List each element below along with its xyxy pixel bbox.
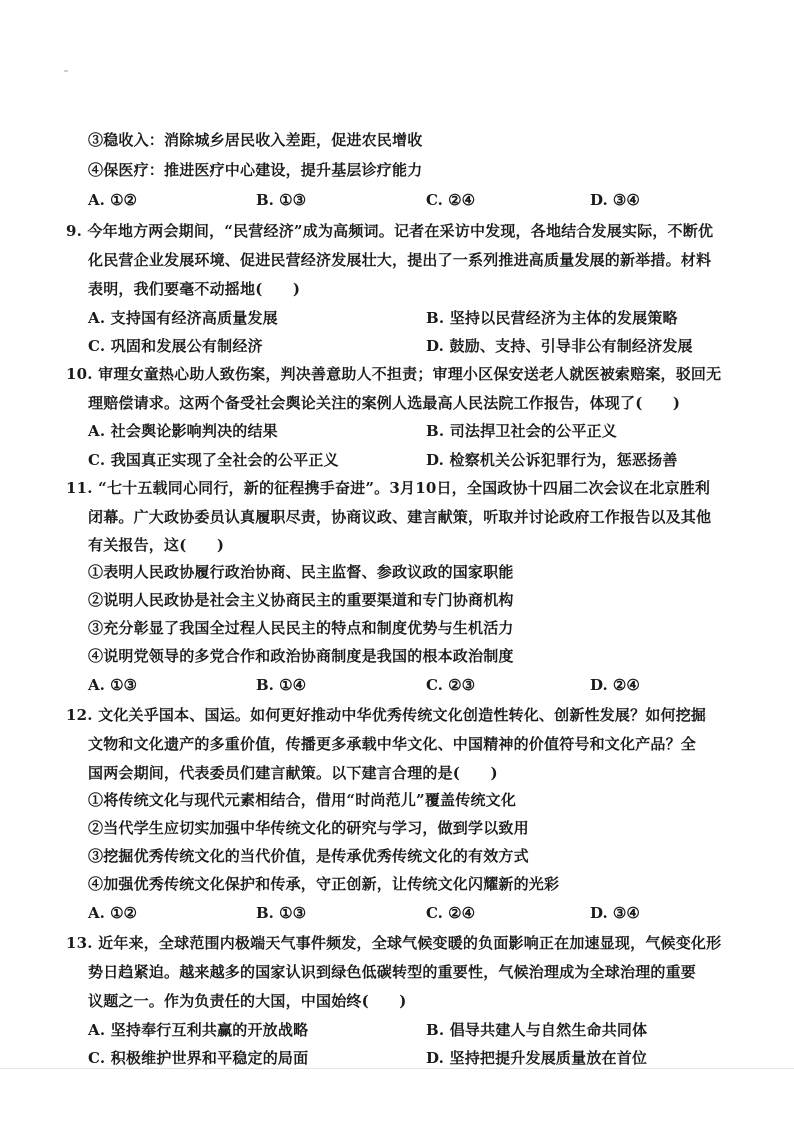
q12-item-2: ②当代学生应切实加强中华传统文化的研究与学习，做到学以致用 xyxy=(88,819,529,837)
q11-item-2: ②说明人民政协是社会主义协商民主的重要渠道和专门协商机构 xyxy=(88,591,514,609)
q8-option-c[interactable]: C. ②④ xyxy=(426,191,476,209)
q13-option-b[interactable]: B. 倡导共建人与自然生命共同体 xyxy=(426,1021,648,1039)
q11-item-1: ①表明人民政协履行政治协商、民主监督、参政议政的国家职能 xyxy=(88,563,514,581)
q12-stem-line-3: 国两会期间，代表委员们建言献策。以下建言合理的是( ) xyxy=(88,764,498,782)
q8-item-3: ③稳收入：消除城乡居民收入差距，促进农民增收 xyxy=(88,131,423,149)
page-bottom-rule xyxy=(0,1068,794,1069)
q10-option-c[interactable]: C. 我国真正实现了全社会的公平正义 xyxy=(88,451,339,469)
q11-stem-line-1: 11. “七十五载同心同行，新的征程携手奋进”。3月10日，全国政协十四届二次会议在北京胜利 xyxy=(66,479,711,497)
q12-stem-line-1: 12. 文化关乎国本、国运。如何更好推动中华优秀传统文化创造性转化、创新性发展？如何挖掘 xyxy=(66,706,707,724)
q8-option-b[interactable]: B. ①③ xyxy=(256,191,307,209)
q10-stem-line-2: 理赔偿请求。这两个备受社会舆论关注的案例人选最高人民法院工作报告，体现了( ) xyxy=(88,394,681,412)
q9-stem-line-1: 9. 今年地方两会期间，“民营经济”成为高频词。记者在采访中发现，各地结合发展实际，不断优 xyxy=(66,222,714,240)
q13-option-c[interactable]: C. 积极维护世界和平稳定的局面 xyxy=(88,1049,309,1067)
q13-option-a[interactable]: A. 坚持奉行互利共赢的开放战略 xyxy=(88,1021,309,1039)
q11-option-a[interactable]: A. ①③ xyxy=(88,676,137,694)
q13-option-d[interactable]: D. 坚持把提升发展质量放在首位 xyxy=(426,1049,648,1067)
q11-item-3: ③充分彰显了我国全过程人民民主的特点和制度优势与生机活力 xyxy=(88,619,514,637)
q11-option-c[interactable]: C. ②③ xyxy=(426,676,476,694)
q11-option-d[interactable]: D. ②④ xyxy=(590,676,640,694)
q12-option-c[interactable]: C. ②④ xyxy=(426,904,476,922)
q10-option-a[interactable]: A. 社会舆论影响判决的结果 xyxy=(88,422,278,440)
q11-option-b[interactable]: B. ①④ xyxy=(256,676,307,694)
q8-options xyxy=(88,190,708,210)
q9-stem-line-3: 表明，我们要毫不动摇地( ) xyxy=(88,280,301,298)
q8-item-4: ④保医疗：推进医疗中心建设，提升基层诊疗能力 xyxy=(88,161,423,179)
q10-option-d[interactable]: D. 检察机关公诉犯罪行为，惩恶扬善 xyxy=(426,451,678,469)
q12-item-4: ④加强优秀传统文化保护和传承，守正创新，让传统文化闪耀新的光彩 xyxy=(88,875,560,893)
q13-stem-line-3: 议题之一。作为负责任的大国，中国始终( ) xyxy=(88,992,407,1010)
q12-item-3: ③挖掘优秀传统文化的当代价值，是传承优秀传统文化的有效方式 xyxy=(88,847,529,865)
q10-option-b[interactable]: B. 司法捍卫社会的公平正义 xyxy=(426,422,617,440)
q13-stem-line-2: 势日趋紧迫。越来越多的国家认识到绿色低碳转型的重要性，气候治理成为全球治理的重要 xyxy=(88,963,697,981)
q12-options xyxy=(88,903,708,923)
q12-item-1: ①将传统文化与现代元素相结合，借用“时尚范儿”覆盖传统文化 xyxy=(88,791,517,809)
q11-options xyxy=(88,675,708,695)
q11-stem-line-2: 闭幕。广大政协委员认真履职尽责，协商议政、建言献策，听取并讨论政府工作报告以及其他 xyxy=(88,508,712,526)
q10-stem-line-1: 10. 审理女童热心助人致伤案，判决善意助人不担责；审理小区保安送老人就医被索赔案，驳回无 xyxy=(66,365,722,383)
q9-option-d[interactable]: D. 鼓励、支持、引导非公有制经济发展 xyxy=(426,337,693,355)
q9-stem-line-2: 化民营企业发展环境、促进民营经济发展壮大，提出了一系列推进高质量发展的新举措。材料 xyxy=(88,251,712,269)
q9-option-a[interactable]: A. 支持国有经济高质量发展 xyxy=(88,309,278,327)
scan-mark xyxy=(64,70,68,72)
q11-item-4: ④说明党领导的多党合作和政治协商制度是我国的根本政治制度 xyxy=(88,647,514,665)
q12-option-b[interactable]: B. ①③ xyxy=(256,904,307,922)
q8-option-d[interactable]: D. ③④ xyxy=(590,191,640,209)
q9-option-c[interactable]: C. 巩固和发展公有制经济 xyxy=(88,337,263,355)
q11-stem-line-3: 有关报告，这( ) xyxy=(88,536,225,554)
q12-option-a[interactable]: A. ①② xyxy=(88,904,137,922)
q12-option-d[interactable]: D. ③④ xyxy=(590,904,640,922)
q9-option-b[interactable]: B. 坚持以民营经济为主体的发展策略 xyxy=(426,309,678,327)
q13-stem-line-1: 13. 近年来，全球范围内极端天气事件频发，全球气候变暖的负面影响正在加速显现，气候变化形 xyxy=(66,934,722,952)
q12-stem-line-2: 文物和文化遗产的多重价值，传播更多承载中华文化、中国精神的价值符号和文化产品？全 xyxy=(88,735,697,753)
q8-option-a[interactable]: A. ①② xyxy=(88,191,137,209)
